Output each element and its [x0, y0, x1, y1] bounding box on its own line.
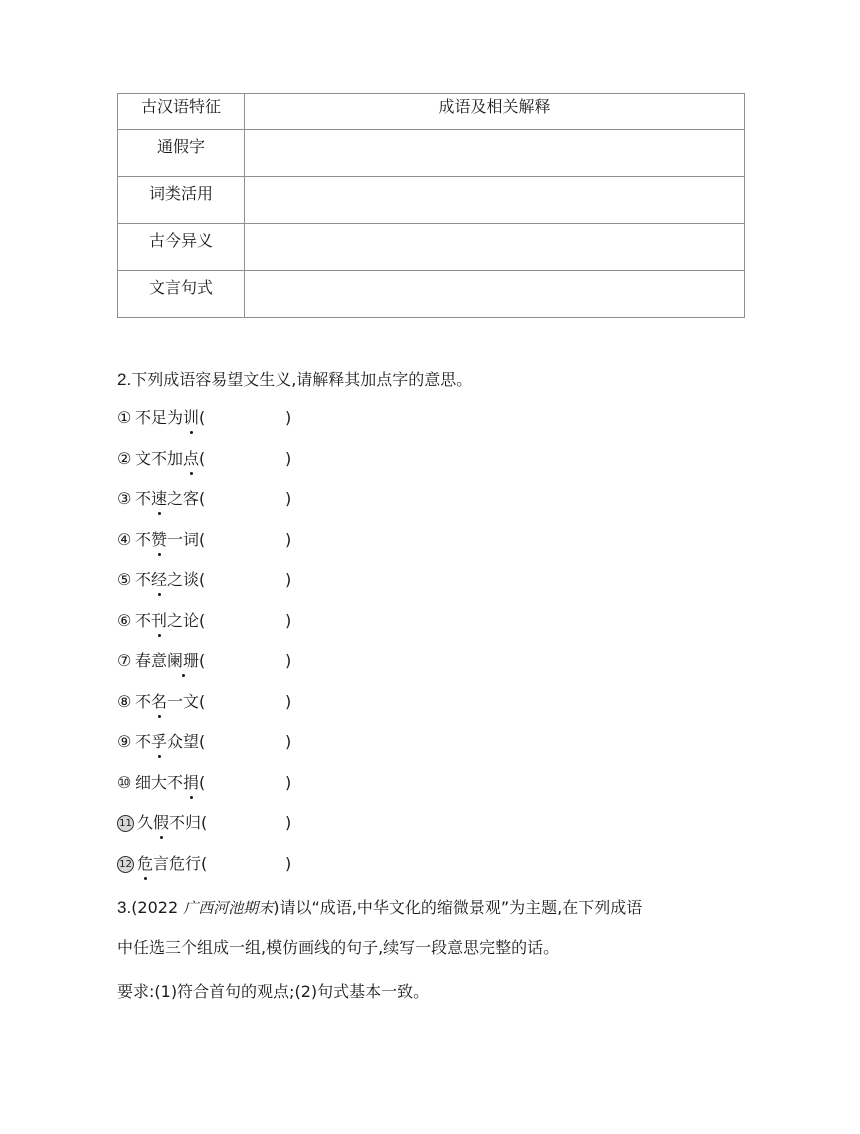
idiom-item: [117, 771, 292, 799]
idiom-item: [117, 811, 292, 839]
idiom-feature-table: [117, 93, 745, 318]
item-marker: ③: [117, 489, 132, 508]
idiom-text: 文不加: [135, 449, 184, 468]
idiom-text: 一词: [167, 530, 200, 549]
emphasized-character: 危: [137, 852, 153, 876]
answer-blank-open: (: [199, 570, 206, 589]
answer-blank-open: (: [199, 773, 206, 792]
question-3-line-2: 中任选三个组成一组,模仿画线的句子,续写一段意思完整的话。: [117, 938, 560, 957]
idiom-item: [117, 852, 292, 880]
table-header-cell: 古汉语特征: [118, 94, 245, 130]
item-marker: ⑥: [117, 611, 132, 630]
answer-blank-open: (: [199, 651, 206, 670]
table-row-label: 通假字: [118, 130, 245, 177]
answer-blank-open: (: [199, 692, 206, 711]
idiom-item: [117, 406, 292, 434]
item-marker: ⑧: [117, 692, 132, 711]
idiom-text: 不: [135, 611, 152, 630]
idiom-text: 之论: [167, 611, 200, 630]
idiom-text: 之谈: [167, 570, 200, 589]
emphasized-character: 假: [153, 811, 169, 835]
emphasized-character: 阑珊: [167, 649, 199, 673]
item-marker: 11: [117, 815, 134, 832]
answer-blank-close: ): [285, 813, 292, 832]
answer-blank-open: (: [199, 489, 206, 508]
answer-blank-open: (: [201, 813, 208, 832]
answer-blank-open: (: [199, 530, 206, 549]
item-marker: ②: [117, 449, 132, 468]
idiom-text: 不: [135, 530, 152, 549]
emphasized-character: 训: [183, 406, 199, 430]
answer-blank-close: ): [285, 489, 292, 508]
answer-blank-open: (: [199, 732, 206, 751]
idiom-text: 细大不: [135, 773, 184, 792]
idiom-text: 不: [135, 489, 152, 508]
table-header-cell: 成语及相关解释: [245, 94, 745, 130]
answer-blank-open: (: [201, 854, 208, 873]
answer-blank-close: ): [285, 611, 292, 630]
idiom-text: 不归: [169, 813, 202, 832]
emphasized-character: 捐: [183, 771, 199, 795]
idiom-text: 不: [135, 570, 152, 589]
idiom-text: 不: [135, 692, 152, 711]
table-row: [118, 271, 745, 318]
idiom-item: [117, 528, 292, 556]
answer-blank-close: ): [285, 732, 292, 751]
emphasized-character: 孚: [151, 730, 167, 754]
table-row-label: 古今异义: [118, 224, 245, 271]
table-row-label: 文言句式: [118, 271, 245, 318]
answer-blank-close: ): [285, 570, 292, 589]
answer-blank-open: (: [199, 611, 206, 630]
item-marker: ⑩: [117, 773, 132, 792]
table-row: [118, 130, 745, 177]
emphasized-character: 名: [151, 690, 167, 714]
table-row: [118, 177, 745, 224]
answer-blank-close: ): [285, 449, 292, 468]
idiom-text: 之客: [167, 489, 200, 508]
item-marker: ⑤: [117, 570, 132, 589]
idiom-item: [117, 487, 292, 515]
question-3-requirements: 要求:(1)符合首句的观点;(2)句式基本一致。: [117, 982, 430, 1001]
table-answer-cell: [245, 224, 745, 271]
table-answer-cell: [245, 271, 745, 318]
idiom-item: [117, 730, 292, 758]
source-open: (2022: [131, 898, 184, 917]
answer-blank-close: ): [285, 530, 292, 549]
idiom-text: 一文: [167, 692, 200, 711]
table-row-label: 词类活用: [118, 177, 245, 224]
idiom-item: [117, 649, 292, 677]
idiom-item: [117, 447, 292, 475]
answer-blank-open: (: [199, 408, 206, 427]
emphasized-character: 赞: [151, 528, 167, 552]
question-text: 下列成语容易望文生义,请解释其加点字的意思。: [131, 370, 473, 389]
idiom-text: 久: [137, 813, 154, 832]
table-answer-cell: [245, 177, 745, 224]
idiom-item: [117, 609, 292, 637]
idiom-item: [117, 568, 292, 596]
idiom-text: 言危行: [153, 854, 202, 873]
idiom-text: 不: [135, 732, 152, 751]
answer-blank-close: ): [285, 773, 292, 792]
emphasized-character: 刊: [151, 609, 167, 633]
question-3-line-1: [117, 892, 757, 924]
idiom-text: 春意: [135, 651, 168, 670]
table-row: [118, 224, 745, 271]
answer-blank-close: ): [285, 651, 292, 670]
emphasized-character: 速: [151, 487, 167, 511]
item-marker: ⑦: [117, 651, 132, 670]
idiom-text: 不足为: [135, 408, 184, 427]
question-number: 2.: [117, 370, 132, 389]
item-marker: ①: [117, 408, 132, 427]
emphasized-character: 点: [183, 447, 199, 471]
question-2-prompt: [117, 368, 472, 392]
emphasized-character: 经: [151, 568, 167, 592]
answer-blank-close: ): [285, 692, 292, 711]
answer-blank-close: ): [285, 408, 292, 427]
answer-blank-open: (: [199, 449, 206, 468]
table-answer-cell: [245, 130, 745, 177]
source-close: ): [273, 898, 280, 917]
question-text: 请以“成语,中华文化的缩微景观”为主题,在下列成语: [279, 898, 643, 917]
item-marker: ⑨: [117, 732, 132, 751]
item-marker: ④: [117, 530, 132, 549]
question-number: 3.: [117, 898, 132, 917]
answer-blank-close: ): [285, 854, 292, 873]
question-source: 广西河池期末: [183, 899, 274, 917]
item-marker: 12: [117, 856, 134, 873]
table-header-row: [118, 94, 745, 130]
idiom-item: [117, 690, 292, 718]
idiom-text: 众望: [167, 732, 200, 751]
